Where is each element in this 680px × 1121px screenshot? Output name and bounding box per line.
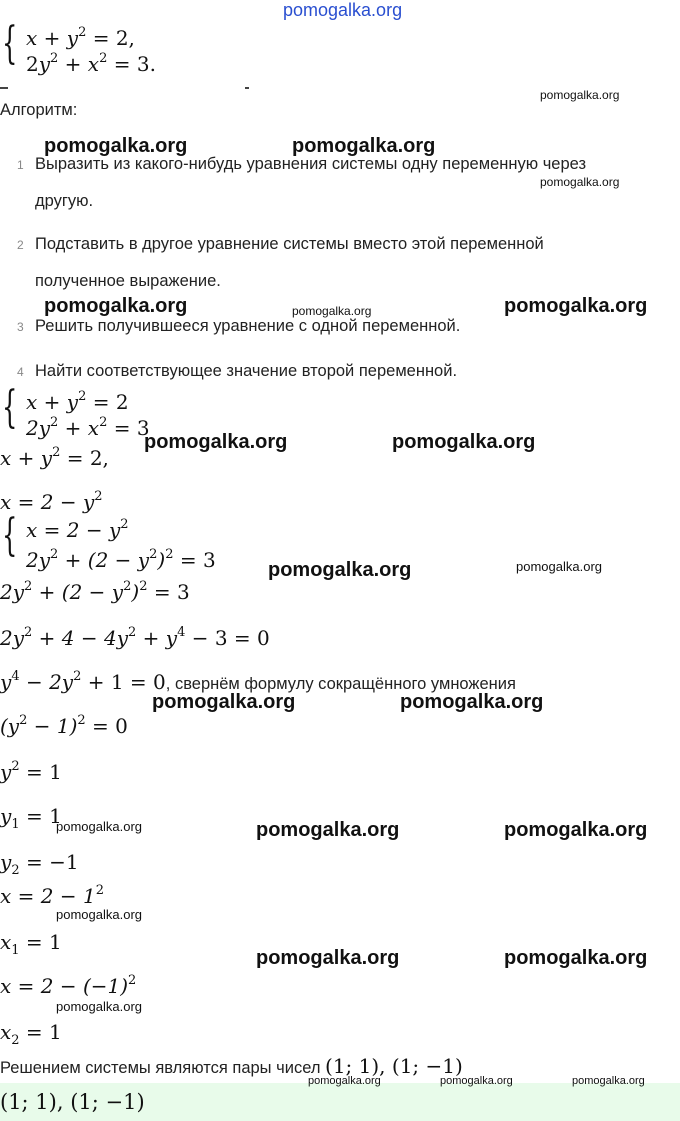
watermark: pomogalka.org [268,559,412,581]
algorithm-step-text: Решить получившееся уравнение с одной переменной. [35,317,461,335]
math-line: $x = 2 - y^2$ [0,489,103,514]
math-line: $2y^2 + (2 - y^2)^2 = 3$ [0,579,190,604]
watermark: pomogalka.org [308,1075,381,1087]
system-brace-3: { [2,510,18,561]
algorithm-step-text: Найти соответствующее значение второй переменной. [35,362,458,380]
system2-eq1: $x + y^2 = 2$ [26,389,129,414]
answer-value: (1; 1), (1; −1) [0,1090,145,1114]
watermark-top: pomogalka.org [283,0,403,20]
math-line: $x + y^2 = 2$, [0,445,109,470]
watermark: pomogalka.org [292,304,372,318]
algorithm-step-text: Выразить из какого-нибудь уравнения системы одну переменную через [35,155,587,173]
math-line: $x = 2 - 1^2$ [0,883,104,908]
algorithm-title: Алгоритм: [0,101,78,119]
system-brace-2: { [2,382,18,433]
watermark: pomogalka.org [540,88,620,102]
watermark: pomogalka.org [144,431,288,453]
watermark: pomogalka.org [400,691,544,713]
math-line: $y_1 = 1$ [0,804,62,832]
system1-eq1: $x + y^2 = 2$, [26,25,135,50]
math-line: $x_1 = 1$ [0,930,62,958]
watermark: pomogalka.org [292,135,436,157]
watermark: pomogalka.org [256,947,400,969]
watermark: pomogalka.org [572,1075,645,1087]
watermark: pomogalka.org [440,1075,513,1087]
watermark: pomogalka.org [392,431,536,453]
conclusion: Решением системы являются пары чисел (1; 1), (1; −1) [0,1054,463,1078]
system1-eq2: $2y^2 + x^2 = 3$. [26,51,156,76]
system3-eq2: $2y^2 + (2 - y^2)^2 = 3$ [26,547,216,572]
system3-eq1: $x = 2 - y^2$ [26,517,129,542]
watermark: pomogalka.org [256,819,400,841]
algorithm-step-number: 3 [17,320,24,334]
watermark: pomogalka.org [56,819,142,834]
math-line-with-text: $y^4 - 2y^2 + 1 = 0$, свернём формулу сокращённого умножения [0,669,516,694]
algorithm-step-text: другую. [35,192,94,210]
watermark: pomogalka.org [56,999,142,1014]
watermark: pomogalka.org [152,691,296,713]
watermark: pomogalka.org [540,175,620,189]
math-line: $y_2 = -1$ [0,850,79,878]
algorithm-step-number: 1 [17,158,24,172]
math-line: $2y^2 + 4 - 4y^2 + y^4 - 3 = 0$ [0,625,270,650]
watermark: pomogalka.org [516,559,602,574]
math-line: $x = 2 - (-1)^2$ [0,973,137,998]
watermark: pomogalka.org [504,819,648,841]
watermark: pomogalka.org [504,295,648,317]
watermark: pomogalka.org [44,295,188,317]
algorithm-step-text: Подставить в другое уравнение системы вместо этой переменной [35,235,544,253]
watermark: pomogalka.org [44,135,188,157]
algorithm-step-number: 2 [17,238,24,252]
system-brace-1: { [2,18,18,69]
algorithm-step-number: 4 [17,365,24,379]
math-line: $x_2 = 1$ [0,1020,62,1048]
math-line: $y^2 = 1$ [0,759,62,784]
system2-eq2: $2y^2 + x^2 = 3$ [26,415,150,440]
watermark: pomogalka.org [504,947,648,969]
math-line: $(y^2 - 1)^2 = 0$ [0,713,128,738]
algorithm-step-text: полученное выражение. [35,272,221,290]
watermark: pomogalka.org [56,907,142,922]
